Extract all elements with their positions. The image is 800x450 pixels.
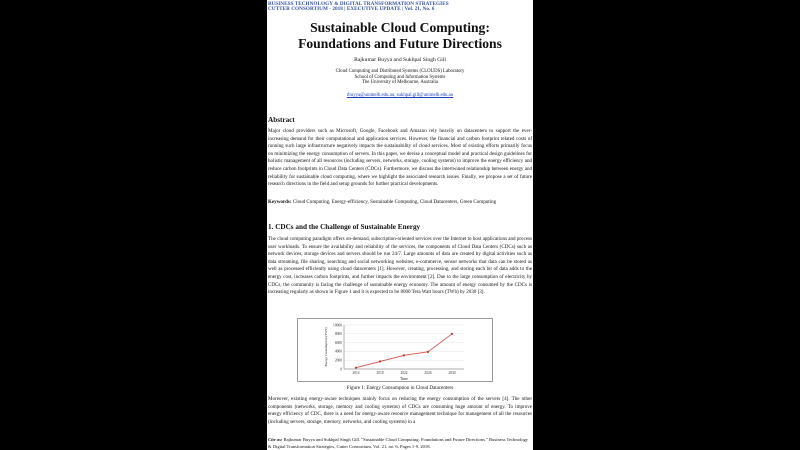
abstract-heading: Abstract	[268, 116, 295, 124]
section1-heading: 1. CDCs and the Challenge of Sustainable Energy	[268, 223, 421, 231]
x-tick-label: 2030	[448, 371, 456, 375]
x-axis-label: Time	[400, 377, 408, 381]
energy-chart-svg	[298, 319, 494, 383]
y-axis-label: Energy Consumption (TWh)	[324, 327, 328, 367]
running-header-line2: CUTTER CONSORTIUM - 2018 | EXECUTIVE UPDATE | Vol. 21, No. 6	[268, 6, 435, 12]
data-point	[427, 351, 429, 353]
keywords-label: Keywords:	[268, 199, 292, 205]
series-line	[356, 334, 452, 368]
title-line1: Sustainable Cloud Computing:	[310, 20, 490, 35]
authors: Rajkumar Buyya and Sukhpal Singh Gill	[354, 57, 446, 63]
affiliation-lab: Cloud Computing and Distributed Systems (CLOUDS) Laboratory	[335, 69, 465, 74]
citation-text: Rajkumar Buyya and Sukhpal Singh Gill. "Sustainable Cloud Computing: Foundations and Future Directions." Business Technology & Digital Transformation Strategies, Cutter Consortium, Vol. 21, no. 6, Pages 1-9, 2018.	[268, 437, 529, 449]
citation-label: Cite as:	[268, 437, 283, 442]
abstract-body: Major cloud providers such as Microsoft, Google, Facebook and Amazon rely heavily on datacenters to support the ever-increasing demand for their computational and application services. However, the financial and carbon footprint related costs of running such large infrastructure negatively impacts the sustainability of cloud services. Most of existing efforts primarily focus on minimizing the energy consumption of servers. In this paper, we devise a conceptual model and practical design guidelines for holistic management of all resources (including servers, networks, storage, cooling systems) to improve the energy efficiency and reduce carbon footprints in Cloud Data Centers (CDCs). Furthermore, we discuss the intertwined relationship between energy and reliability for sustainable cloud computing, where we highlight the associated research issues. Finally, we propose a set of future research directions in the field and setup grounds for further practical developments.	[268, 128, 532, 188]
data-point	[403, 354, 405, 356]
data-point	[379, 360, 381, 362]
y-tick-label: 8000	[334, 332, 342, 337]
running-header-line1: BUSINESS TECHNOLOGY & DIGITAL TRANSFORMATION STRATEGIES	[268, 1, 449, 7]
energy-chart	[297, 318, 493, 382]
section1-continuation: Moreover, existing energy-aware techniques mainly focus on reducing the energy consumption of the servers [4]. The other components (networks, storage, memory and cooling systems) of CDCs are consuming huge amount of energy. To improve energy efficiency of CDC, there is a need for energy-aware resource management technique for management of all the resources (including servers, storage, memory, networks, and cooling systems) in a	[268, 396, 532, 425]
data-point	[451, 333, 453, 335]
title-line2: Foundations and Future Directions	[298, 36, 502, 51]
section1-body: The cloud computing paradigm offers on-demand, subscription-oriented services over the Internet to host applications and process user workloads. To ensure the availability and reliability of the services, the components of Cloud Data Centers (CDCs) such as network devices, storage devices and servers should be run 24/7. Large amounts of data are created by digital activities such as data streaming, file sharing, searching and social networking websites, e-commerce, sensor networks that data can be stored as well as processed efficiently using cloud datacenters [1]. However, creating, processing, and storing each bit of data adds to the energy cost, increases carbon footprints, and further impacts the environment [2]. Due to the large consumption of electricity by CDCs, the community is facing the challenge of sustainable energy economy. The amount of energy consumed by the CDCs is increasing regularly as shown in Figure 1 and it is expected to be 8000 Tera Watt hours (TWh) by 2030 [3].	[268, 236, 532, 296]
paper-page	[267, 0, 533, 450]
y-tick-label: 6000	[334, 340, 342, 345]
figure-caption: Figure 1: Energy Consumption in Cloud Datacenters	[346, 385, 454, 391]
y-tick-label: 2000	[334, 358, 342, 363]
citation	[268, 436, 532, 450]
x-tick-label: 2018	[376, 371, 384, 375]
x-tick-label: 2022	[400, 371, 408, 375]
data-point	[355, 367, 357, 369]
keywords-text: Cloud Computing, Energy-efficiency, Sustainable Computing, Cloud Datacenters, Green Computing	[292, 199, 497, 205]
x-tick-label: 2026	[424, 371, 432, 375]
y-tick-label: 4000	[334, 349, 342, 354]
x-tick-label: 2014	[352, 371, 360, 375]
keywords	[268, 199, 532, 205]
affiliation-school: School of Computing and Information Systems	[354, 74, 446, 80]
affiliation-university: The University of Melbourne, Australia	[361, 80, 439, 86]
y-tick-label: 0	[340, 367, 342, 372]
author-emails-link[interactable]: rbuyya@unimelb.edu.au; sukhpal.gill@unimelb.edu.au	[346, 93, 454, 98]
y-tick-label: 10000	[333, 323, 342, 328]
paper-title	[267, 20, 533, 52]
